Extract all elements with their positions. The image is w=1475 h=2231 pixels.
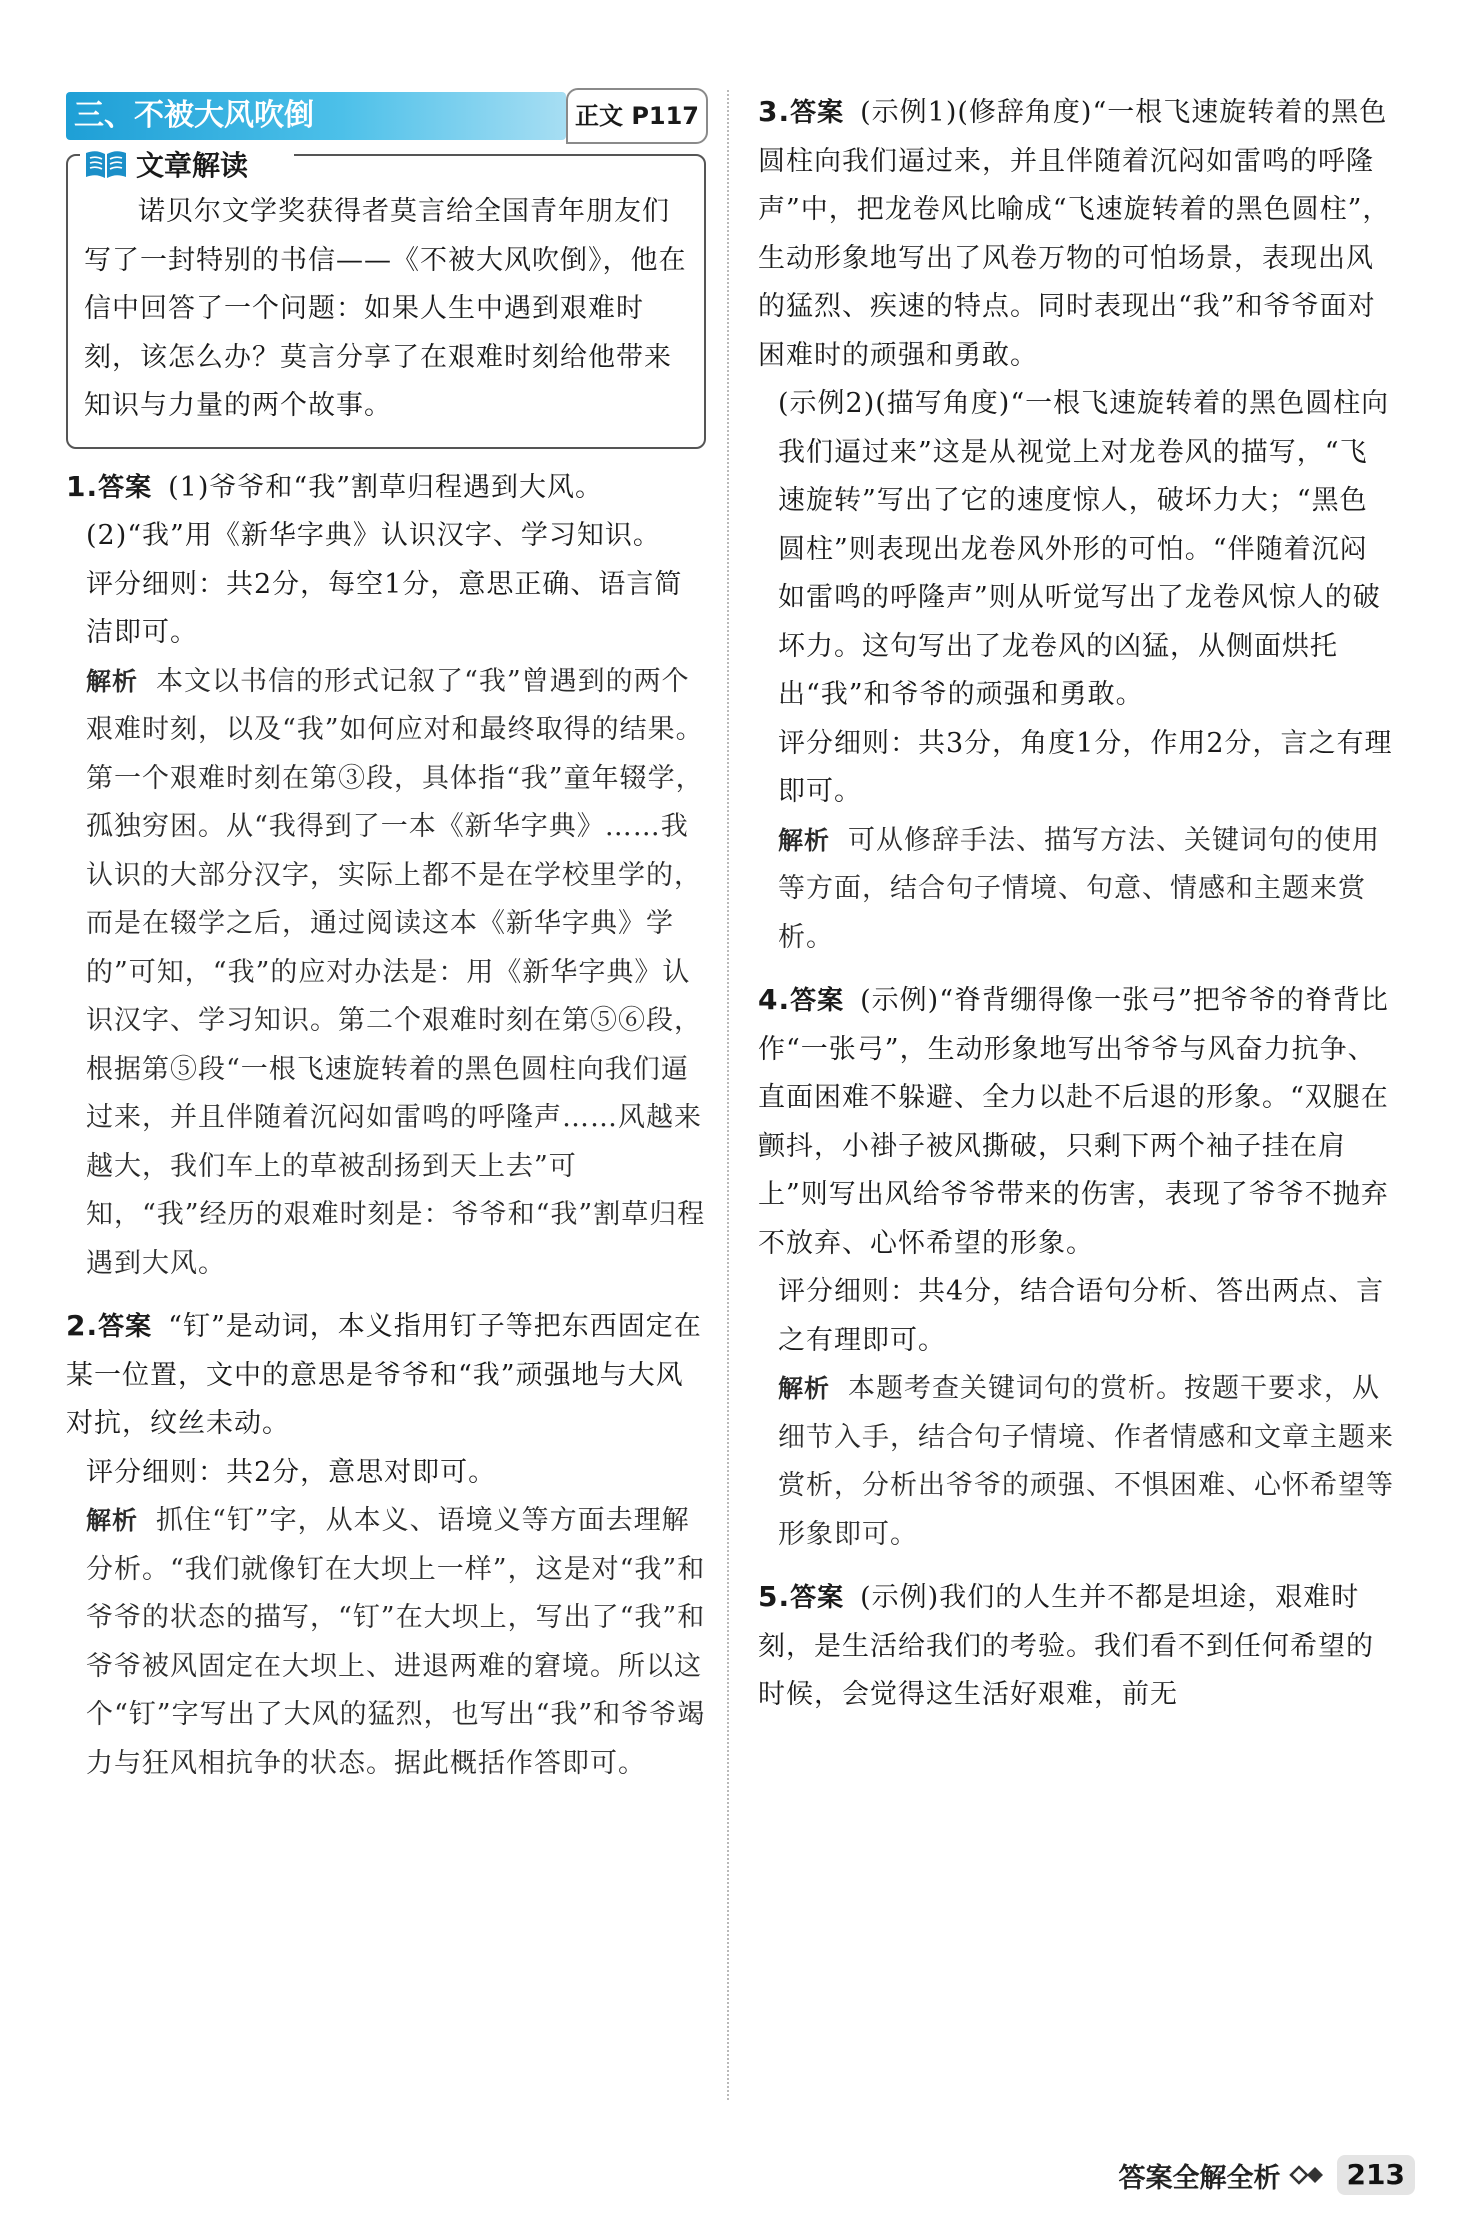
question-number: 4. [758, 983, 791, 1016]
question-4-scoring: 评分细则：共4分，结合语句分析、答出两点、言之有理即可。 [778, 1276, 1385, 1356]
question-number: 1. [66, 469, 99, 503]
analysis-label: 解析 [86, 666, 139, 696]
analysis-text: 本题考查关键词句的赏析。按题干要求，从细节入手，结合句子情境、作者情感和文章主题来赏析，分析出爷爷的顽强、不惧困难、心怀希望等形象即可。 [778, 1373, 1394, 1550]
question-1-analysis [66, 658, 706, 1289]
question-2-scoring: 评分细则：共2分，意思对即可。 [86, 1456, 497, 1488]
analysis-label: 解析 [778, 1374, 831, 1403]
answer-text: “钉”是动词，本义指用钉子等把东西固定在某一位置，文中的意思是爷爷和“我”顽强地与大风对抗，纹丝未动。 [66, 1311, 702, 1439]
question-1 [66, 463, 706, 1289]
answer-label: 答案 [790, 98, 845, 128]
page-reference: 正文 P117 [566, 88, 708, 144]
answer-label: 答案 [98, 472, 153, 503]
analysis-label: 解析 [86, 1506, 139, 1535]
question-1-scoring: 评分细则：共2分，每空1分，意思正确、语言简洁即可。 [86, 568, 683, 648]
intro-box [66, 149, 706, 449]
question-3-scoring: 评分细则：共3分，角度1分，作用2分，言之有理即可。 [778, 727, 1393, 807]
question-4-answer [758, 976, 1394, 1268]
question-4-analysis [758, 1365, 1394, 1559]
question-4 [758, 976, 1394, 1559]
answer-text: (示例1)(修辞角度)“一根飞速旋转着的黑色圆柱向我们逼过来，并且伴随着沉闷如雷鸣的呼隆声”中，把龙卷风比喻成“飞速旋转着的黑色圆柱”，生动形象地写出了风卷万物的可怕场景，表现出风的猛烈、疾速的特点。同时表现出“我”和爷爷面对困难时的顽强和勇敢。 [758, 97, 1391, 371]
analysis-label: 解析 [778, 825, 831, 855]
question-5 [758, 1573, 1394, 1720]
right-column [758, 88, 1394, 1720]
question-1-answer-line-1 [66, 463, 706, 513]
question-number: 2. [66, 1309, 99, 1342]
intro-heading [80, 144, 294, 184]
lesson-title: 三、不被大风吹倒 [66, 92, 566, 140]
open-book-icon [84, 147, 128, 181]
question-3-answer [758, 88, 1394, 380]
diamond-arrows-icon [1287, 2163, 1331, 2187]
analysis-text: 抓住“钉”字，从本义、语境义等方面去理解分析。“我们就像钉在大坝上一样”，这是对“我”和爷爷的状态的描写，“钉”在大坝上，写出了“我”和爷爷被风固定在大坝上、进退两难的窘境。所以这个“钉”字写出了大风的猛烈，也写出“我”和爷爷竭力与狂风相抗争的状态。据此概括作答即可。 [86, 1505, 706, 1779]
answer-label: 答案 [790, 986, 845, 1016]
question-1-answer-line-2: (2)“我”用《新华字典》认识汉字、学习知识。 [86, 520, 661, 551]
question-2 [66, 1302, 706, 1788]
analysis-text: 可从修辞手法、描写方法、关键词句的使用等方面，结合句子情境、句意、情感和主题来赏析。 [778, 824, 1381, 953]
question-2-analysis [66, 1497, 706, 1788]
answer-text: (示例)“脊背绷得像一张弓”把爷爷的脊背比作“一张弓”，生动形象地写出爷爷与风奋力抗争、直面困难不躲避、全力以赴不后退的形象。“双腿在颤抖，小褂子被风撕破，只剩下两个袖子挂在肩上”则写出风给爷爷带来的伤害，表现了爷爷不抛弃不放弃、心怀希望的形象。 [758, 985, 1389, 1259]
page-number: 213 [1337, 2155, 1415, 2195]
answer-label: 答案 [98, 1312, 153, 1342]
answer-text: (示例)我们的人生并不都是坦途，艰难时刻，是生活给我们的考验。我们看不到任何希望的时候，会觉得这生活好艰难，前无 [758, 1582, 1374, 1710]
question-3 [758, 88, 1394, 962]
answer-label: 答案 [790, 1583, 845, 1613]
intro-body: 诺贝尔文学奖获得者莫言给全国青年朋友们写了一封特别的书信——《不被大风吹倒》，他在信中回答了一个问题：如果人生中遇到艰难时刻，该怎么办？莫言分享了在艰难时刻给他带来知识与力量的两个故事。 [84, 196, 687, 421]
lesson-header [66, 88, 706, 144]
question-2-answer [66, 1302, 706, 1449]
intro-heading-text: 文章解读 [136, 149, 249, 182]
answer-text: (1)爷爷和“我”割草归程遇到大风。 [168, 471, 603, 503]
left-column [66, 88, 706, 1788]
analysis-text: 本文以书信的形式记叙了“我”曾遇到的两个艰难时刻，以及“我”如何应对和最终取得的结果。第一个艰难时刻在第③段，具体指“我”童年辍学，孤独穷困。从“我得到了一本《新华字典》……我认识的大部分汉字，实际上都不是在学校里学的，而是在辍学之后，通过阅读这本《新华字典》学的”可知，“我”的应对办法是：用《新华字典》认识汉字、学习知识。第二个艰难时刻在第⑤⑥段，根据第⑤段“一根飞速旋转着的黑色圆柱向我们逼过来，并且伴随着沉闷如雷鸣的呼隆声……风越来越大，我们车上的草被刮扬到天上去”可知，“我”经历的艰难时刻是：爷爷和“我”割草归程遇到大风。 [86, 665, 706, 1279]
question-number: 5. [758, 1580, 791, 1613]
question-number: 3. [758, 95, 791, 128]
footer-title: 答案全解全析 [1118, 2162, 1281, 2194]
column-divider [727, 90, 729, 2100]
question-3-analysis [758, 817, 1394, 963]
page-footer [1119, 2155, 1415, 2195]
question-3-answer-example-2: (示例2)(描写角度)“一根飞速旋转着的黑色圆柱向我们逼过来”这是从视觉上对龙卷风的描写，“飞速旋转”写出了它的速度惊人，破坏力大；“黑色圆柱”则表现出龙卷风外形的可怕。“伴随着沉闷如雷鸣的呼隆声”则从听觉写出了龙卷风惊人的破坏力。这句写出了龙卷风的凶猛，从侧面烘托出“我”和爷爷的顽强和勇敢。 [778, 388, 1390, 710]
question-5-answer [758, 1573, 1394, 1720]
